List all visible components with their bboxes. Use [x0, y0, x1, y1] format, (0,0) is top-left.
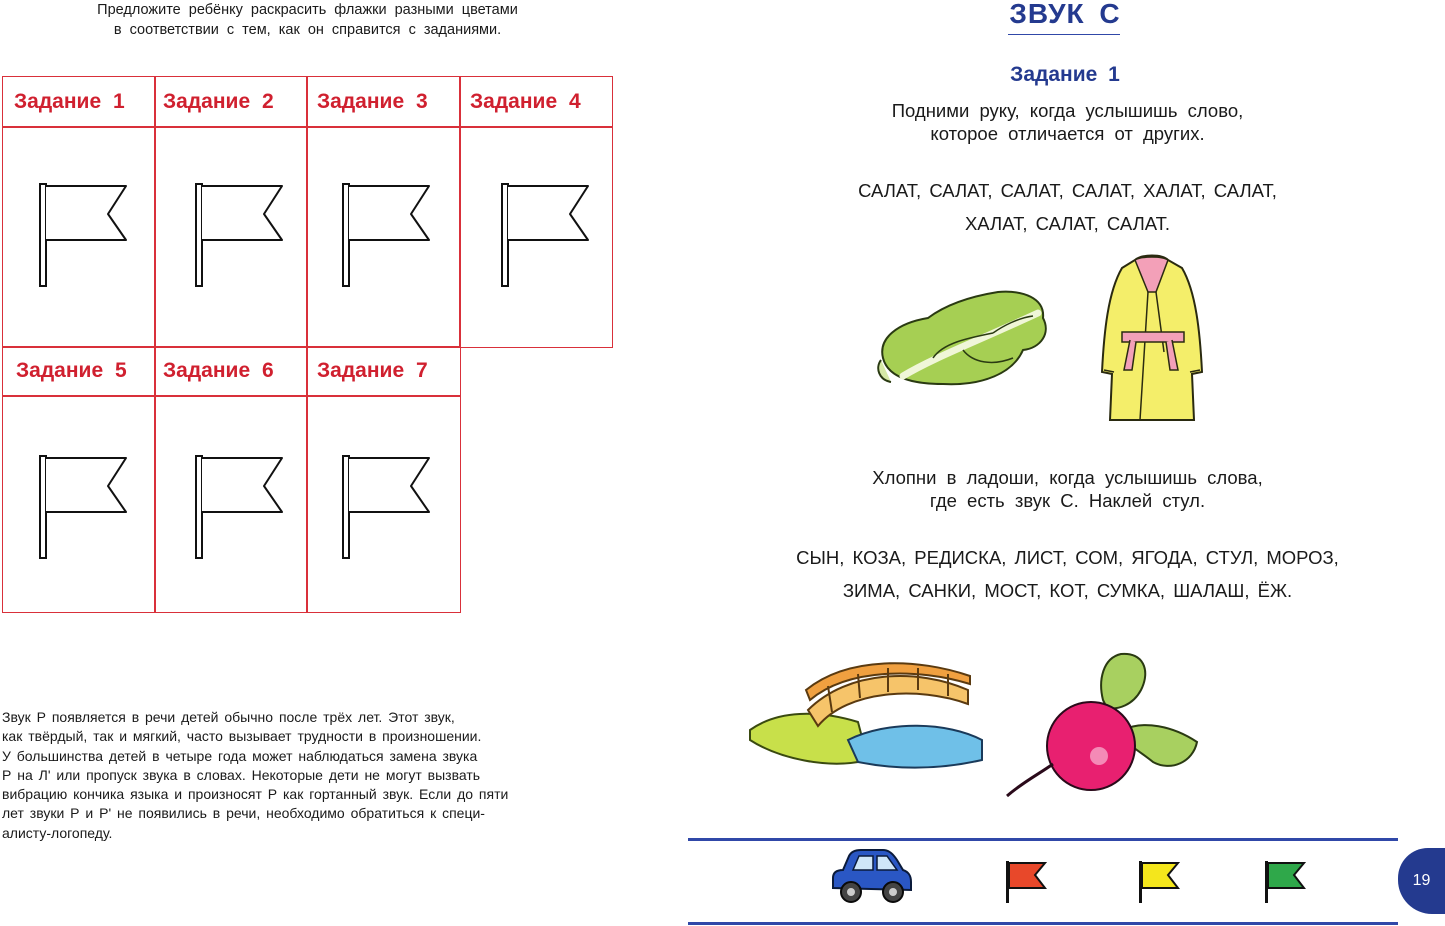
- page-title: ЗВУК С: [1009, 0, 1121, 29]
- instruction-raise-hand: Подними руку, когда услышишь слово, которое отличается от других.: [891, 100, 1244, 144]
- coloring-instruction: Предложите ребёнку раскрасить флажки разными цветами в соответствии с тем, как он справится с заданиями.: [97, 2, 518, 38]
- bottom-rule-top: [688, 838, 1398, 841]
- flag-icon: [38, 454, 130, 560]
- word-list-1-line-2: ХАЛАТ, САЛАТ, САЛАТ.: [964, 213, 1171, 234]
- instruction-clap: Хлопни в ладоши, когда услышишь слова, где есть звук С. Наклей стул.: [872, 467, 1263, 511]
- task-label-4: Задание 4: [470, 90, 581, 113]
- page-number: 19: [1398, 848, 1445, 914]
- flag-icon: [500, 182, 592, 288]
- task-label-3: Задание 3: [317, 90, 428, 113]
- word-list-2-line-1: СЫН, КОЗА, РЕДИСКА, ЛИСТ, СОМ, ЯГОДА, СТУЛ, МОРОЗ,: [796, 547, 1339, 568]
- lettuce-icon: [873, 288, 1053, 390]
- word-list-1-line-1: САЛАТ, САЛАТ, САЛАТ, САЛАТ, ХАЛАТ, САЛАТ,: [858, 180, 1277, 201]
- robe-icon: [1100, 252, 1204, 424]
- task-label-6: Задание 6: [163, 359, 274, 382]
- flag-icon: [341, 454, 433, 560]
- radish-icon: [1003, 650, 1201, 798]
- flag-icon: [38, 182, 130, 288]
- word-list-2-line-2: ЗИМА, САНКИ, МОСТ, КОТ, СУМКА, ШАЛАШ, ЁЖ.: [842, 580, 1293, 601]
- task-label-1: Задание 1: [14, 90, 125, 113]
- task-title: Задание 1: [1010, 63, 1120, 86]
- task-label-7: Задание 7: [317, 359, 428, 382]
- task-label-2: Задание 2: [163, 90, 274, 113]
- green-flag-icon: [1264, 860, 1306, 904]
- bridge-icon: [748, 660, 984, 772]
- speech-therapy-note: Звук Р появляется в речи детей обычно после трёх лет. Этот звук, как твёрдый, так и мягкий, часто вызывает трудности в произношении. У большинства детей в четыре года может наблюдаться замена звука Р на Л' или пропуск звука в словах. Некоторые дети не могут вызвать вибрацию кончика языка и произносят Р как гортанный звук. Если до пяти лет звуки Р и Р' не появились в речи, необходимо обратиться к специ- алисту-логопеду.: [2, 709, 509, 841]
- red-flag-icon: [1005, 860, 1047, 904]
- yellow-flag-icon: [1138, 860, 1180, 904]
- flag-icon: [194, 454, 286, 560]
- car-icon: [827, 848, 913, 906]
- task-label-5: Задание 5: [16, 359, 127, 382]
- title-underline: [1008, 34, 1120, 35]
- bottom-rule-bottom: [688, 922, 1398, 925]
- flag-icon: [341, 182, 433, 288]
- flag-icon: [194, 182, 286, 288]
